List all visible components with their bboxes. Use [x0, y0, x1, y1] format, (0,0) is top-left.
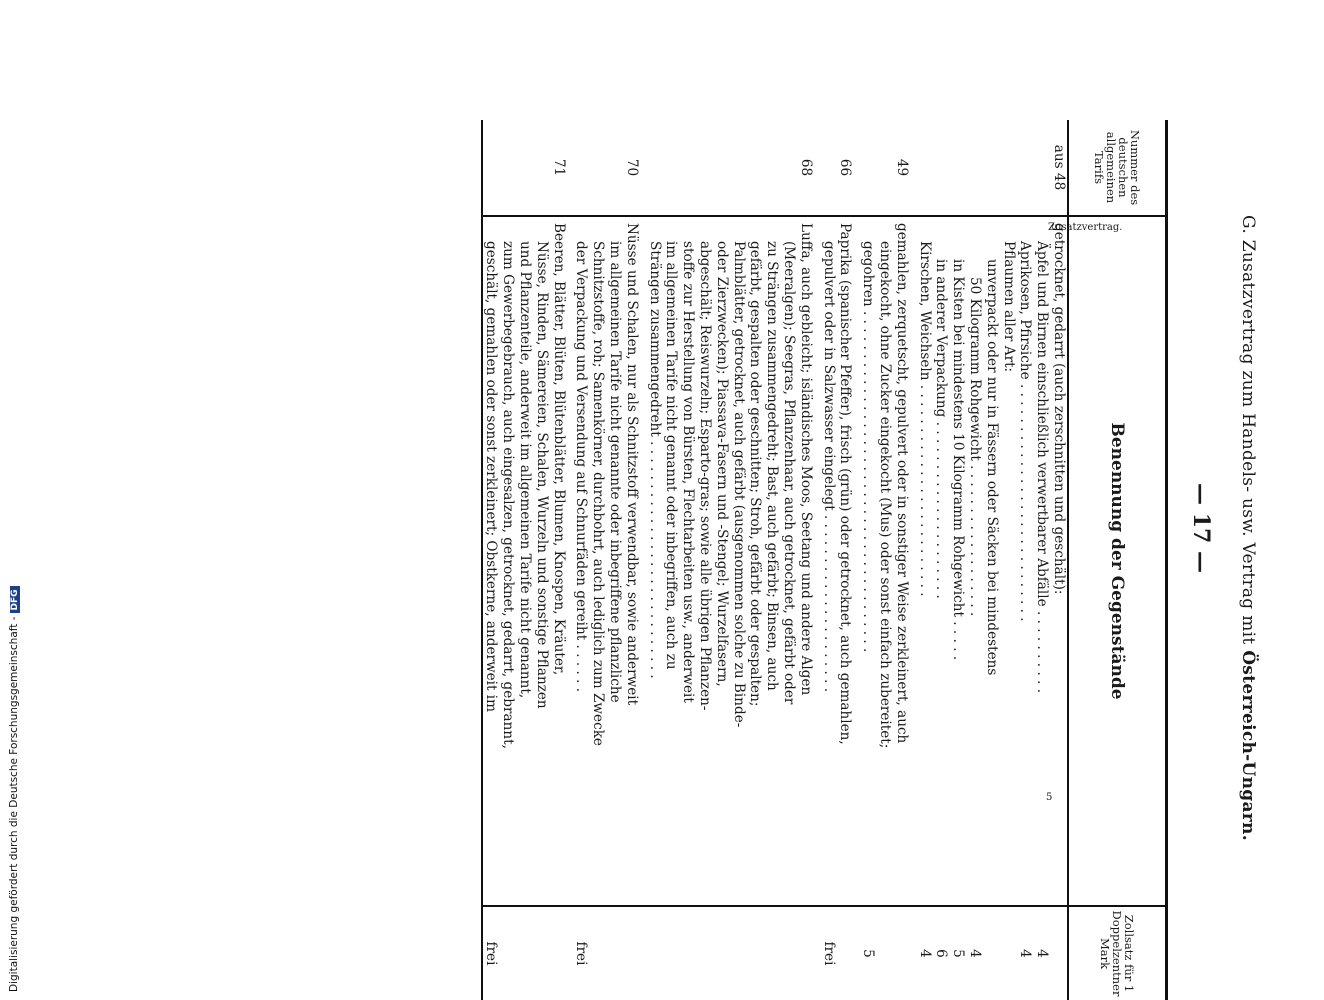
title-prefix: G. Zusatzvertrag zum Handels- usw. Vertrag mit — [1238, 215, 1258, 645]
description-line: Palmblätter, getrocknet, auch gefärbt (ausgenommen solche zu Binde- — [730, 241, 747, 728]
duty-rate: 6 — [933, 949, 950, 958]
description-line: der Verpackung und Versendung auf Schnurfäden gereiht . . . . . . — [573, 241, 590, 693]
table-row — [1050, 120, 1068, 1000]
footnote-left: Zusatzvertrag. — [1048, 222, 1123, 233]
tariff-number — [1017, 120, 1034, 216]
tariff-number: 70 — [623, 158, 640, 177]
header-number: Nummer des deutschen allgemeinen Tarifs — [1068, 120, 1167, 216]
tariff-table — [481, 120, 1168, 1000]
tariff-number — [1000, 120, 1017, 216]
item-description — [1017, 216, 1034, 906]
table-row — [916, 120, 933, 1000]
sheet-number: 5 — [1046, 792, 1053, 803]
description-line: gegohren . . . . . . . . . . . . . . . . . . . . . . . . . . . . . . . . . . . . . . . . — [860, 241, 877, 653]
table-row — [646, 120, 820, 1000]
description-line: Beeren, Blätter, Blüten, Blütenblätter, Blumen, Knospen, Kräuter, — [550, 223, 567, 676]
description-line: 50 Kilogramm Rohgewicht . . . . . . . . . . . . . . . . . . — [967, 277, 984, 617]
item-description — [482, 216, 573, 906]
description-line: geschält, gemahlen oder sonst zerkleinert; Obstkerne, anderweit im — [483, 241, 500, 713]
table-row — [859, 120, 915, 1000]
description-line: Luffa, auch gebleicht; isländisches Moos, Seetang und andere Algen — [797, 223, 814, 696]
tariff-number: 66 — [837, 158, 854, 177]
duty-rate: 5 — [950, 949, 967, 958]
table-row — [933, 120, 950, 1000]
item-description — [820, 216, 860, 906]
item-description — [573, 216, 646, 906]
description-line: (Meeralgen); Seegras, Pflanzenhaar, auch getrocknet, gefärbt oder — [781, 241, 798, 705]
table-row — [1033, 120, 1050, 1000]
item-description — [646, 216, 820, 906]
duty-rate — [1050, 906, 1068, 1000]
description-line: Schnitzstoffe, roh; Samenkörner, durchbohrt, auch lediglich zum Zwecke — [590, 241, 607, 746]
dfg-logo: DFG — [10, 586, 20, 613]
description-line: Kirschen, Weichseln . . . . . . . . . . . . . . . . . . . . . . . . . — [916, 241, 933, 597]
description-line: eingekocht, ohne Zucker eingekocht (Mus) oder sonst einfach zubereitet; — [877, 241, 894, 749]
description-line: abgeschält; Reiswurzeln; Esparto-gras; sowie alle übrigen Pflanzen- — [697, 241, 714, 711]
tariff-number: 71 — [482, 120, 573, 216]
duty-rate: 4 — [967, 949, 984, 958]
duty-rate: 4 — [916, 949, 933, 958]
table-row — [482, 120, 573, 1000]
tariff-number — [983, 120, 1000, 216]
duty-rate: frei — [573, 941, 590, 966]
item-description — [933, 216, 950, 906]
description-line: unverpackt oder nur in Fässern oder Säcken bei mindestens — [983, 259, 1000, 676]
table-row — [1000, 120, 1017, 1000]
digitization-note — [8, 586, 20, 992]
description-line: Pflaumen aller Art: — [1000, 241, 1017, 373]
description-line: Strängen zusammengedreht . . . . . . . . . . . . . . . . . . . . . . . . . . . . — [646, 241, 663, 679]
item-description — [949, 216, 966, 906]
item-description — [916, 216, 933, 906]
description-line: getrocknet, gedarrt (auch zerschnitten und geschält): — [1051, 223, 1067, 595]
duty-rate — [983, 906, 1000, 1000]
document-page — [160, 56, 1258, 1000]
duty-rate: 4 — [1034, 949, 1051, 958]
duty-rate: frei — [820, 941, 837, 966]
table-row — [966, 120, 983, 1000]
table-row — [573, 120, 646, 1000]
header-name: Benennung der Gegenstände — [1068, 216, 1167, 906]
duty-rate — [646, 906, 820, 1000]
page-title — [1228, 56, 1258, 1000]
table-row — [983, 120, 1000, 1000]
description-line: Nüsse, Rinden, Sämereien, Schalen, Wurzeln und sonstige Pflanzen — [533, 241, 550, 709]
duty-rate: 5 — [860, 949, 877, 958]
tariff-number — [966, 120, 983, 216]
description-line: und Pflanzenteile, anderweit im allgemeinen Tarife nicht genannt, — [517, 241, 534, 699]
description-line: Nüsse und Schalen, nur als Schnitzstoff verwendbar, sowie anderweit — [623, 223, 640, 706]
item-description — [966, 216, 983, 906]
header-duty: Zollsatz für 1 Doppelzentner Mark — [1068, 906, 1167, 1000]
tariff-number: aus 48 — [1051, 144, 1067, 191]
tariff-number — [933, 120, 950, 216]
description-line: Äpfel und Birnen einschließlich verwertbarer Abfälle . . . . . . . . . . — [1034, 241, 1051, 694]
table-row — [1017, 120, 1034, 1000]
table-header-row — [1068, 120, 1167, 1000]
duty-rate — [1000, 906, 1017, 1000]
table-row — [949, 120, 966, 1000]
description-line: stoffe zur Herstellung von Bürsten, Flechtarbeiten usw., anderweit — [680, 241, 697, 703]
page-number: — 17 — — [1188, 483, 1214, 573]
item-description — [859, 216, 915, 906]
tariff-number — [916, 120, 933, 216]
tariff-number — [949, 120, 966, 216]
description-line: im allgemeinen Tarife nicht genannte oder inbegriffene pflanzliche — [607, 241, 624, 703]
description-line: gepulvert oder in Salzwasser eingelegt . . . . . . . . . . . . . . . . . . . . . — [820, 241, 837, 693]
tariff-number — [1033, 120, 1050, 216]
table-row — [820, 120, 860, 1000]
description-line: in anderer Verpackung . . . . . . . . . . . . . . . . . . . . . — [933, 259, 950, 599]
item-description — [1050, 216, 1068, 906]
duty-rate: frei — [482, 906, 573, 1000]
description-line: im allgemeinen Tarife nicht genannt oder inbegriffen, auch zu — [663, 241, 680, 670]
tariff-number: 49 — [893, 158, 910, 177]
description-line: zum Gewerbegebrauch, auch eingesalzen, getrocknet, gedarrt, gebrannt, — [500, 241, 517, 749]
description-line: gefärbt, gespalten oder geschnitten; Stroh, gefärbt oder gespalten; — [747, 241, 764, 707]
description-line: in Kisten bei mindestens 10 Kilogramm Rohgewicht . . . . . — [950, 259, 967, 661]
description-line: Aprikosen, Pfirsiche . . . . . . . . . . . . . . . . . . . . . . . . . . . . — [1017, 241, 1034, 622]
description-line: Paprika (spanischer Pfeffer), frisch (grün) oder getrocknet, auch gemahlen, — [837, 223, 854, 745]
digitization-text: Digitalisierung gefördert durch die Deutsche Forschungsgemeinschaft - — [8, 616, 20, 992]
title-country: Österreich-Ungarn. — [1238, 650, 1258, 841]
tariff-number: 68 — [797, 158, 814, 177]
duty-rate: 4 — [1017, 949, 1034, 958]
description-line: zu Strängen zusammengedreht; Bast, auch gefärbt; Binsen, auch — [764, 241, 781, 691]
description-line: gemahlen, zerquetscht, gepulvert oder in sonstiger Weise zerkleinert, auch — [893, 223, 910, 744]
description-line: oder Zierzwecken); Piassava-Fasern und -Stengel; Wurzelfasern, — [713, 241, 730, 687]
item-description — [983, 216, 1000, 906]
item-description — [1000, 216, 1017, 906]
